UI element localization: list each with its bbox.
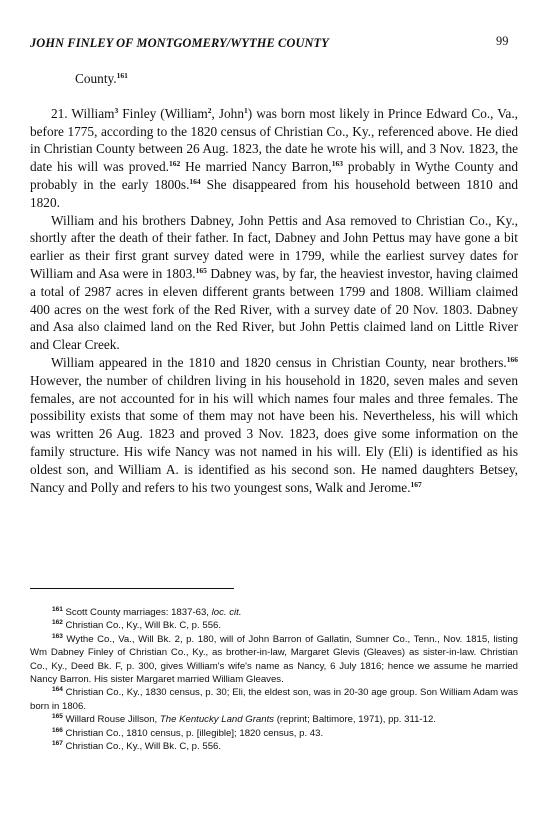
footnotes bbox=[30, 598, 518, 753]
running-head: JOHN FINLEY OF MONTGOMERY/WYTHE COUNTY bbox=[30, 36, 329, 50]
footnote-text: Willard Rouse Jillson, bbox=[62, 714, 160, 726]
footnote-number: 163 bbox=[52, 632, 63, 640]
footnote-number: 161 bbox=[52, 606, 63, 613]
footnote-italic: loc. cit. bbox=[211, 607, 242, 618]
paragraph-continuation bbox=[30, 70, 518, 88]
generation-superscript: 3 bbox=[114, 105, 119, 115]
paragraph-text: William and his brothers Dabney, John Pettis and Asa removed to Christian Co., Ky., shortly after the death of their father. In fact, Dabney and John Pettus may have gone a bit earlier as their first grant survey dated were in 1799, while the earliest survey dates for William and Asa were in 1803. bbox=[30, 212, 518, 281]
paragraph-brothers bbox=[30, 212, 518, 354]
paragraph-text: County. bbox=[75, 71, 117, 86]
footnote-number: 165 bbox=[52, 713, 63, 721]
footnote-ref: 167 bbox=[410, 479, 422, 489]
paragraph-text: However, the number of children living in his household in 1820, seven males and seven females, are not accounted for in his will which names four males and three females. The possibility exists that some of them may not have been his. Nevertheless, his will which was written 26 Aug. 1823 and proved 3 Nov. 1823, does give some information on the family structure. His wife Nancy was not named in his will. Ely (Eli) is identified as his oldest son, and William A. is identified as his second son. He named daughters Betsey, Nancy and Polly and refers to his two youngest sons, Walk and Jerome. bbox=[30, 372, 518, 495]
footnote-ref: 161 bbox=[116, 71, 128, 80]
paragraph-william-finley bbox=[30, 105, 518, 212]
footnote bbox=[30, 619, 518, 632]
footnote-number: 164 bbox=[52, 686, 63, 694]
footnote-text: Christian Co., 1810 census, p. [illegible]; 1820 census, p. 43. bbox=[62, 727, 324, 739]
generation-superscript: 2 bbox=[207, 105, 212, 115]
footnote-ref: 165 bbox=[195, 265, 207, 275]
footnote-divider bbox=[30, 588, 234, 589]
footnote-text: (reprint; Baltimore, 1971), pp. 311-12. bbox=[274, 714, 436, 726]
page-number: 99 bbox=[496, 34, 509, 48]
footnote-text: Christian Co., Ky., Will Bk. C, p. 556. bbox=[62, 741, 222, 753]
footnote bbox=[30, 633, 518, 687]
footnote-number: 166 bbox=[52, 726, 63, 734]
footnote bbox=[30, 686, 518, 713]
paragraph-text: William appeared in the 1810 and 1820 census in Christian County, near brothers. bbox=[51, 354, 507, 370]
paragraph-text: Dabney was, by far, the heaviest investor, having claimed a total of 2987 acres in eleven different grants between 1799 and 1808. William claimed 400 acres on the west fork of the Red River, with a survey date of 20 Nov. 1803. Dabney and Asa also claimed land on the Red River, but John Pettis claimed land on Little River and Clear Creek. bbox=[30, 265, 518, 353]
paragraph-text: Finley (William bbox=[118, 105, 208, 121]
footnote bbox=[30, 713, 518, 726]
paragraph-text: probably in Wythe County and probably in the early 1800s. bbox=[30, 159, 518, 192]
paragraph-text: He married Nancy Barron, bbox=[180, 159, 332, 175]
footnote-ref: 166 bbox=[506, 354, 518, 364]
footnote-text: Christian Co., Ky., 1830 census, p. 30; Eli, the eldest son, was in 20-30 age group. Son William Adam was born in 1806. bbox=[30, 687, 518, 712]
footnote bbox=[30, 740, 518, 753]
footnote-text: Christian Co., Ky., Will Bk. C, p. 556. bbox=[62, 620, 222, 632]
paragraph-text: She disappeared from his household between 1810 and 1820. bbox=[30, 176, 518, 210]
footnote-ref: 162 bbox=[168, 159, 181, 169]
footnote bbox=[30, 727, 518, 740]
footnote-number: 162 bbox=[52, 619, 63, 627]
footnote-number: 167 bbox=[52, 740, 63, 748]
footnote-ref: 164 bbox=[189, 176, 201, 186]
footnote bbox=[30, 606, 518, 619]
footnote-ref: 163 bbox=[331, 159, 343, 169]
paragraph-text: ) was born most likely in Prince Edward Co., Va., before 1775, according to the 1820 census of Christian Co., Ky., referenced above. He died in Christian County between 26 Aug. 1823, the date he wrote his will, and 3 Nov. 1823, the date his will was proved. bbox=[30, 105, 518, 175]
body-text bbox=[30, 70, 518, 496]
footnote-text: Wythe Co., Va., Will Bk. 2, p. 180, will of John Barron of Gallatin, Sumner Co., Tenn., Nov. 1815, listing Wm Dabney Finley of Christian Co., Ky., as brother-in-law, Margaret Glevis (Gleaves) as sister-in-law. Christian Co., Ky., Deed Bk. F, p. 300, gives William's wife's name as Nancy, 6 July 1816; hence we assume he married Nancy Barron. His sister Margaret married William Gleaves. bbox=[30, 633, 518, 686]
footnote-italic: The Kentucky Land Grants bbox=[159, 714, 275, 726]
footnote-text: Scott County marriages: 1837-63, bbox=[62, 607, 212, 618]
generation-superscript: 1 bbox=[243, 105, 248, 115]
paragraph-census bbox=[30, 354, 518, 496]
paragraph-text: , John bbox=[211, 105, 244, 121]
paragraph-text: 21. William bbox=[51, 105, 115, 121]
